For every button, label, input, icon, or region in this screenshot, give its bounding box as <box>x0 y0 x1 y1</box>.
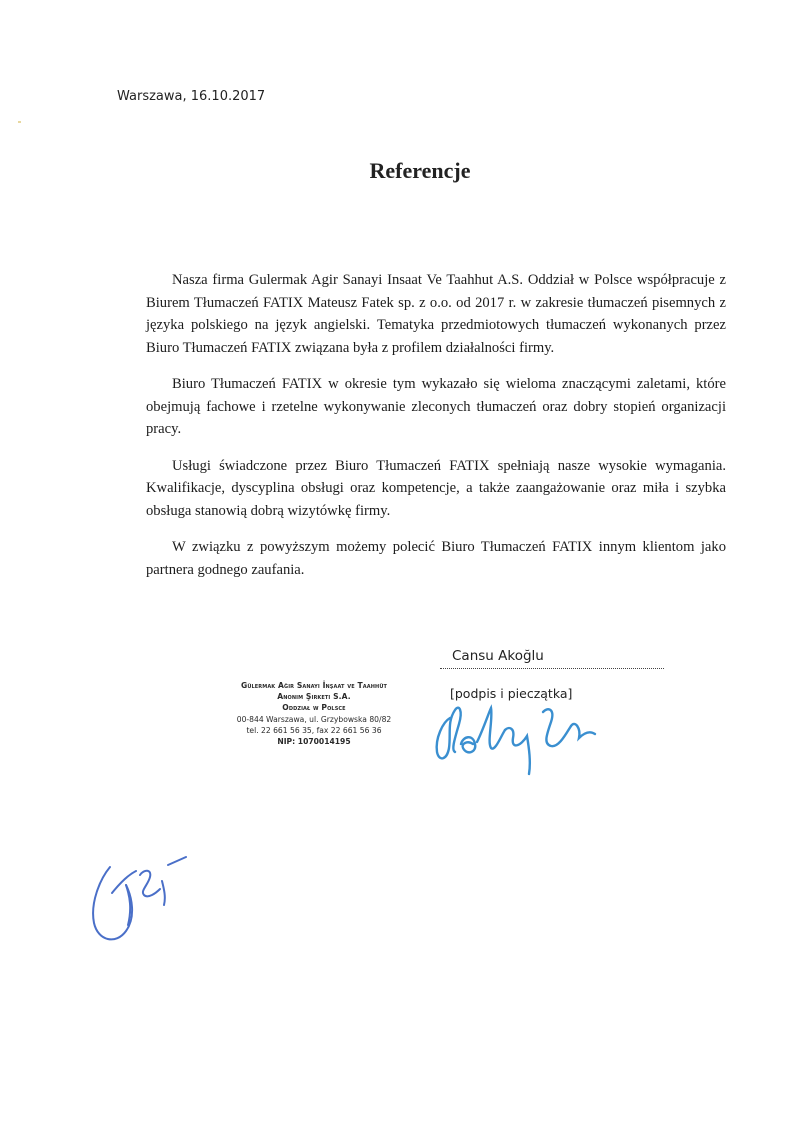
stamp-line-branch: Oddział w Polsce <box>282 703 346 713</box>
body-paragraph-1: Nasza firma Gulermak Agir Sanayi Insaat Ve Taahhut A.S. Oddział w Polsce współpracuje z Biurem Tłumaczeń FATIX Mateusz Fatek sp. z o.o. od 2017 r. w zakresie tłumaczeń pisemnych z języka polskiego na język angielski. Tematyka przedmiotowych tłumaczeń wykonanych przez Biuro Tłumaczeń FATIX związana była z profilem działalności firmy. <box>146 272 726 356</box>
stamp-line-nip: NIP: 1070014195 <box>277 737 351 747</box>
signature-dotted-line <box>440 668 664 669</box>
stamp-line-company: Gülermak Ağır Sanayı İnşaat ve Taahhüt <box>241 681 387 690</box>
handwritten-initials <box>82 845 202 955</box>
stamp-line-company-type: Anonim Şirketi S.A. <box>277 692 351 702</box>
body-paragraph-4: W związku z powyższym możemy polecić Biuro Tłumaczeń FATIX innym klientom jako partnera godnego zaufania. <box>146 539 726 578</box>
stamp-line-address: 00-844 Warszawa, ul. Grzybowska 80/82 <box>236 714 392 724</box>
body-paragraph-3: Usługi świadczone przez Biuro Tłumaczeń FATIX spełniają nasze wysokie wymagania. Kwalifikacje, dyscyplina obsługi oraz kompetencje, a także zaangażowanie oraz miła i szybka obsługa stanowią dobrą wizytówkę firmy. <box>146 457 726 519</box>
letter-body <box>146 269 726 595</box>
letter-title: Referencje <box>369 158 471 183</box>
company-stamp <box>214 680 414 747</box>
signer-name: Cansu Akoğlu <box>452 648 544 664</box>
scan-speck <box>18 121 21 123</box>
signature-caption: [podpis i pieczątka] <box>450 686 573 701</box>
letter-date: Warszawa, 16.10.2017 <box>117 89 266 104</box>
handwritten-signature <box>425 690 615 780</box>
stamp-line-phone: tel. 22 661 56 35, fax 22 661 56 36 <box>246 725 382 735</box>
body-paragraph-2: Biuro Tłumaczeń FATIX w okresie tym wykazało się wieloma znaczącymi zaletami, które obejmują fachowe i rzetelne wykonywanie zleconych tłumaczeń oraz dobry stopień organizacji pracy. <box>146 376 726 437</box>
